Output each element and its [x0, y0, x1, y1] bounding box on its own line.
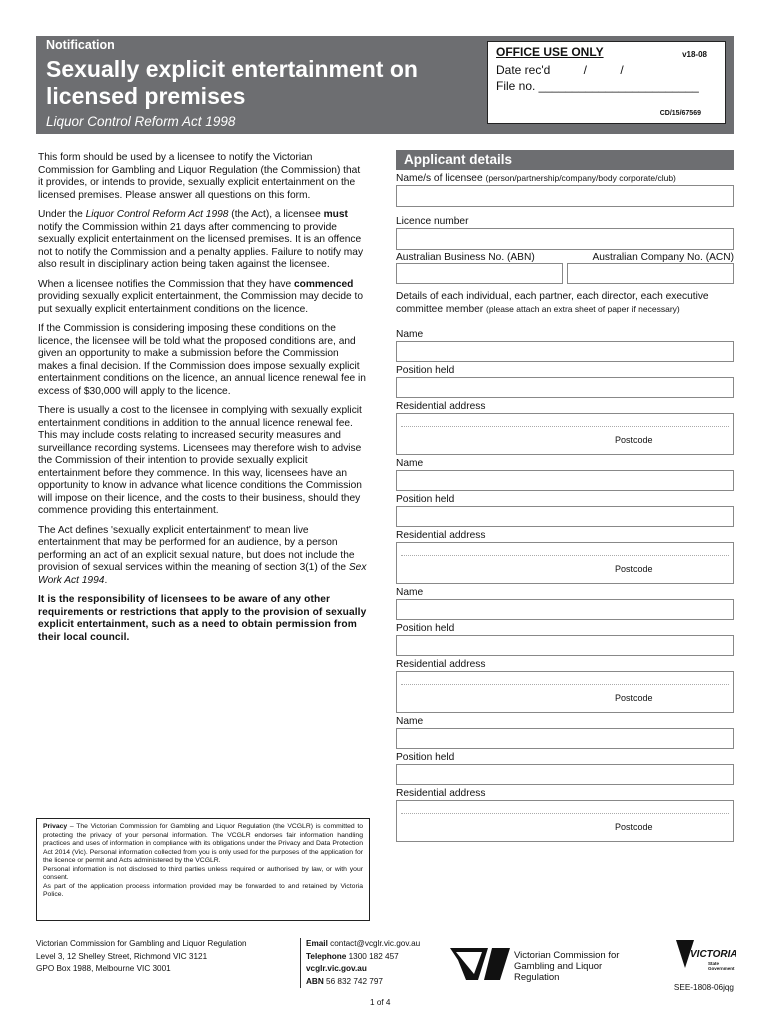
page-footer: [36, 938, 734, 1018]
person-4-address-label: Residential address: [396, 788, 486, 799]
date-slash-1: /: [583, 63, 588, 77]
intro-paragraph-7: It is the responsibility of licensees to be aware of any other requirements or restrictions that apply to the provision of sexually explicit entertainment, such as a need to obtain permission from their local council.: [38, 594, 367, 643]
section-heading: Applicant details: [396, 150, 734, 170]
date-received-label: Date rec'd: [496, 63, 551, 77]
person-4-position-field[interactable]: [396, 764, 734, 785]
person-2-address-label: Residential address: [396, 530, 486, 541]
abn-field[interactable]: [396, 263, 563, 284]
person-1-name-field[interactable]: [396, 341, 734, 362]
person-1-address-label: Residential address: [396, 401, 486, 412]
address-divider: [401, 426, 729, 427]
address-divider: [401, 684, 729, 685]
details-label: Details of each individual, each partner, each director, each executive committee member (please attach an extra sheet of paper if necessary): [396, 291, 709, 315]
person-4-name-label: Name: [396, 716, 424, 727]
person-1-address-field[interactable]: [396, 413, 734, 455]
victoria-logo-icon: [676, 938, 736, 974]
abn-acn-fields: [396, 263, 734, 284]
vcglr-logo: [448, 944, 648, 984]
licensee-label: Name/s of licensee (person/partnership/company/body corporate/club): [396, 173, 676, 184]
person-1-name-label: Name: [396, 329, 424, 340]
person-2-name-field[interactable]: [396, 470, 734, 491]
person-2-position-label: Position held: [396, 494, 455, 505]
person-1-position-field[interactable]: [396, 377, 734, 398]
office-code: CD/15/67569: [659, 110, 701, 117]
applicant-details-section: [396, 150, 734, 842]
intro-paragraph-4: If the Commission is considering imposing these conditions on the licence, the licensee will be told what the proposed conditions are, and given an opportunity to make a submission before the Commission makes a final decision. If the Commission does impose sexually explicit entertainment conditions on the licence, an annual licence renewal fee in excess of $30,000 will apply to the licence.: [38, 323, 366, 397]
notification-label: Notification: [46, 38, 115, 52]
footer-contact: [300, 938, 420, 988]
privacy-text-3: As part of the application process information provided may be forwarded to and retained by Victoria Police.: [43, 882, 363, 898]
person-3-postcode-label: Postcode: [615, 693, 653, 703]
svg-text:State: State: [708, 961, 720, 966]
svg-text:Government: Government: [708, 966, 735, 971]
footer-address-2: GPO Box 1988, Melbourne VIC 3001: [36, 964, 171, 973]
footer-org: Victorian Commission for Gambling and Liquor Regulation: [36, 939, 247, 948]
person-2-postcode-label: Postcode: [615, 564, 653, 574]
licensee-name-field[interactable]: [396, 185, 734, 207]
person-3-address-field[interactable]: [396, 671, 734, 713]
footer-phone: Telephone 1300 182 457: [306, 951, 399, 961]
footer-address: [36, 938, 247, 976]
victoria-government-logo: [676, 938, 736, 974]
intro-paragraph-5: There is usually a cost to the licensee in complying with sexually explicit entertainment conditions in addition to the annual licence renewal fee. This may include costs relating to increased security measures and surveillance recording systems. Licensees may therefore wish to advise the Commission of their intention to provide sexually explicit entertainment before they commence. In this way, licensees have an opportunity to know in advance what licence conditions the Commission will impose on their licence, and the costs to their business, should they commence providing this entertainment.: [38, 405, 362, 516]
person-2-position-field[interactable]: [396, 506, 734, 527]
vcglr-logo-text: Victorian Commission for Gambling and Liquor Regulation: [514, 950, 620, 983]
person-1-position-label: Position held: [396, 365, 455, 376]
address-divider: [401, 813, 729, 814]
address-divider: [401, 555, 729, 556]
form-title: Sexually explicit entertainment on licensed premises: [46, 56, 418, 109]
intro-paragraph-2: Under the Liquor Control Reform Act 1998 (the Act), a licensee must notify the Commission within 21 days after commencing to provide sexually explicit entertainment on the licensed premises. It is an offence not to notify the Commission and a penalty applies. Failure to notify may also result in disciplinary action being taken against the licensee.: [38, 209, 364, 270]
person-3-name-field[interactable]: [396, 599, 734, 620]
footer-web: vcglr.vic.gov.au: [306, 964, 367, 973]
person-4-postcode-label: Postcode: [615, 822, 653, 832]
person-4-address-field[interactable]: [396, 800, 734, 842]
date-received-line: [496, 63, 717, 77]
office-use-box: [487, 41, 726, 124]
licence-number-field[interactable]: [396, 228, 734, 250]
person-2-address-field[interactable]: [396, 542, 734, 584]
person-4-name-field[interactable]: [396, 728, 734, 749]
vcglr-logo-icon: [448, 944, 512, 984]
intro-paragraph-1: This form should be used by a licensee to notify the Victorian Commission for Gambling and Liquor Regulation (the Commission) that it provides, or intends to provide, sexually explicit entertainment on the licensed premises. Please answer all questions on this form.: [38, 152, 361, 201]
page-number: 1 of 4: [370, 998, 391, 1007]
abn-acn-labels: [396, 252, 734, 263]
person-3-name-label: Name: [396, 587, 424, 598]
svg-text:VICTORIA: VICTORIA: [690, 949, 736, 960]
footer-abn: ABN 56 832 742 797: [306, 976, 383, 986]
person-4-position-label: Position held: [396, 752, 455, 763]
privacy-text-2: Personal information is not disclosed to third parties unless required or authorised by law, or with your consent.: [43, 865, 363, 881]
intro-text: [38, 152, 368, 651]
person-3-position-label: Position held: [396, 623, 455, 634]
person-3-address-label: Residential address: [396, 659, 486, 670]
person-1-postcode-label: Postcode: [615, 435, 653, 445]
file-number-line: File no. ________________________: [496, 79, 699, 93]
person-2-name-label: Name: [396, 458, 424, 469]
person-3-position-field[interactable]: [396, 635, 734, 656]
privacy-text-1: Privacy – The Victorian Commission for Gambling and Liquor Regulation (the VCGLR) is committed to protecting the privacy of your personal information. The VCGLR endorses fair information handling practices and uses of information in compliance with its obligations under the Privacy and Data Protection Act 2014 (Vic). Personal information collected from you is only used for the purposes of the application for the licence or permit and Acts administered by the VCGLR.: [43, 823, 363, 864]
abn-label: Australian Business No. (ABN): [396, 252, 535, 263]
date-slash-2: /: [620, 63, 624, 77]
privacy-notice: [36, 818, 370, 921]
form-code: SEE-1808-06jqg: [673, 983, 734, 992]
footer-address-1: Level 3, 12 Shelley Street, Richmond VIC 3121: [36, 951, 208, 961]
footer-email: Email contact@vcglr.vic.gov.au: [306, 939, 421, 948]
intro-paragraph-6: The Act defines 'sexually explicit entertainment' to mean live entertainment that may be performed for an audience, by a person performing an act of an explicit sexual nature, but does not include the provision of sexual services within the meaning of section 3(1) of the Sex Work Act 1994.: [38, 524, 367, 586]
acn-field[interactable]: [567, 263, 734, 284]
acn-label: Australian Company No. (ACN): [592, 252, 734, 263]
intro-paragraph-3: When a licensee notifies the Commission that they have commenced providing sexually explicit entertainment, the Commission may decide to put sexually explicit entertainment conditions on the licence.: [38, 278, 364, 315]
office-use-title: OFFICE USE ONLY: [496, 45, 604, 59]
form-version: v18-08: [682, 50, 707, 59]
act-subtitle: Liquor Control Reform Act 1998: [46, 114, 236, 129]
form-header: [36, 36, 734, 134]
licence-number-label: Licence number: [396, 216, 469, 227]
